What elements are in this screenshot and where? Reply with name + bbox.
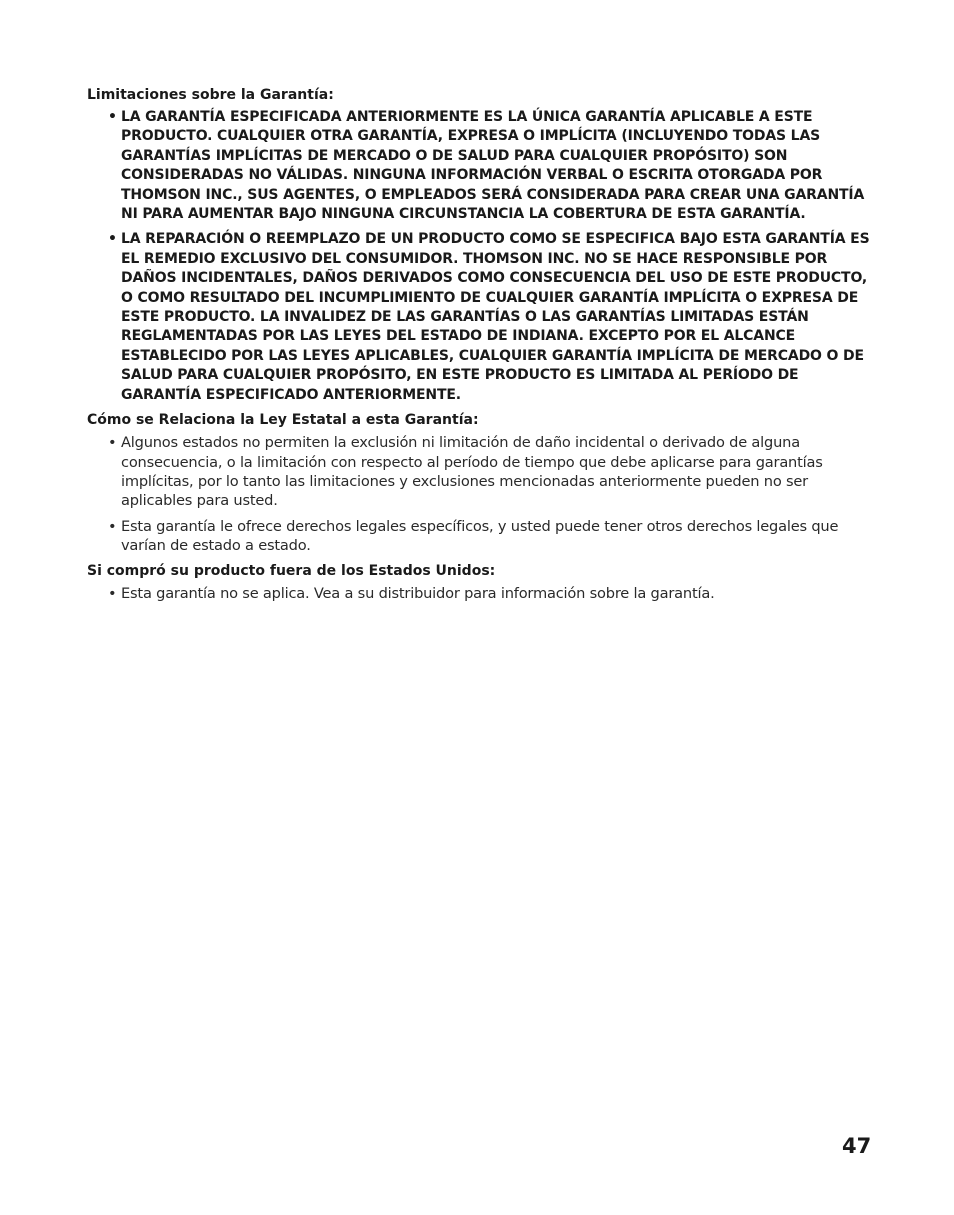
section-state-law bbox=[87, 411, 877, 555]
list-item bbox=[87, 230, 877, 405]
list-item-text: LA GARANTÍA ESPECIFICADA ANTERIORMENTE ES LA ÚNICA GARANTÍA APLICABLE A ESTE PRODUCTO. CUALQUIER OTRA GARANTÍA, EXPRESA O IMPLÍCITA (INCLUYENDO TODAS LAS GARANTÍAS IMPLÍCITAS DE MERCADO O DE SALUD PARA CUALQUIER PROPÓSITO) SON CONSIDERADAS NO VÁLIDAS. NINGUNA INFORMACIÓN VERBAL O ESCRITA OTORGADA POR THOMSON INC., SUS AGENTES, O EMPLEADOS SERÁ CONSIDERADA PARA CREAR UNA GARANTÍA NI PARA AUMENTAR BAJO NINGUNA CIRCUNSTANCIA LA COBERTURA DE ESTA GARANTÍA. bbox=[121, 109, 865, 223]
bullet-list bbox=[87, 108, 877, 405]
list-item-text: Esta garantía le ofrece derechos legales específicos, y usted puede tener otros derechos legales que varían de estado a estado. bbox=[121, 517, 839, 555]
bullet-icon: • bbox=[108, 434, 117, 452]
bullet-icon: • bbox=[108, 231, 117, 248]
section-heading: Cómo se Relaciona la Ley Estatal a esta Garantía: bbox=[87, 412, 479, 429]
section-heading: Limitaciones sobre la Garantía: bbox=[87, 87, 334, 103]
section-heading: Si compró su producto fuera de los Estados Unidos: bbox=[87, 562, 496, 579]
list-item bbox=[87, 108, 877, 224]
section-limitations bbox=[87, 86, 877, 405]
bullet-icon: • bbox=[108, 584, 117, 602]
bullet-list bbox=[87, 584, 877, 603]
list-item bbox=[87, 584, 877, 603]
list-item-text: LA REPARACIÓN O REEMPLAZO DE UN PRODUCTO COMO SE ESPECIFICA BAJO ESTA GARANTÍA ES EL REMEDIO EXCLUSIVO DEL CONSUMIDOR. THOMSON INC. NO SE HACE RESPONSIBLE POR DAÑOS INCIDENTALES, DAÑOS DERIVADOS COMO CONSECUENCIA DEL USO DE ESTE PRODUCTO, O COMO RESULTADO DEL INCUMPLIMIENTO DE CUALQUIER GARANTÍA IMPLÍCITA O EXPRESA DE ESTE PRODUCTO. LA INVALIDEZ DE LAS GARANTÍAS O LAS GARANTÍAS LIMITADAS ESTÁN REGLAMENTADAS POR LAS LEYES DEL ESTADO DE INDIANA. EXCEPTO POR EL ALCANCE ESTABLECIDO POR LAS LEYES APLICABLES, CUALQUIER GARANTÍA IMPLÍCITA DE MERCADO O DE SALUD PARA CUALQUIER PROPÓSITO, EN ESTE PRODUCTO ES LIMITADA AL PERÍODO DE GARANTÍA ESPECIFICADO ANTERIORMENTE. bbox=[121, 231, 870, 403]
list-item-text: Esta garantía no se aplica. Vea a su distribuidor para información sobre la garantía. bbox=[121, 584, 715, 602]
list-item bbox=[87, 433, 877, 511]
section-outside-us bbox=[87, 562, 877, 603]
warranty-content bbox=[87, 86, 877, 609]
bullet-icon: • bbox=[108, 109, 117, 125]
list-item-text: Algunos estados no permiten la exclusión ni limitación de daño incidental o derivado de alguna consecuencia, o la limitación con respecto al período de tiempo que debe aplicarse para garantías implícitas, por lo tanto las limitaciones y exclusiones mencionadas anteriormente pueden no ser aplicables para usted. bbox=[121, 434, 823, 510]
page-number: 47 bbox=[842, 1134, 872, 1158]
bullet-list bbox=[87, 433, 877, 555]
bullet-icon: • bbox=[108, 517, 117, 535]
list-item bbox=[87, 517, 877, 556]
